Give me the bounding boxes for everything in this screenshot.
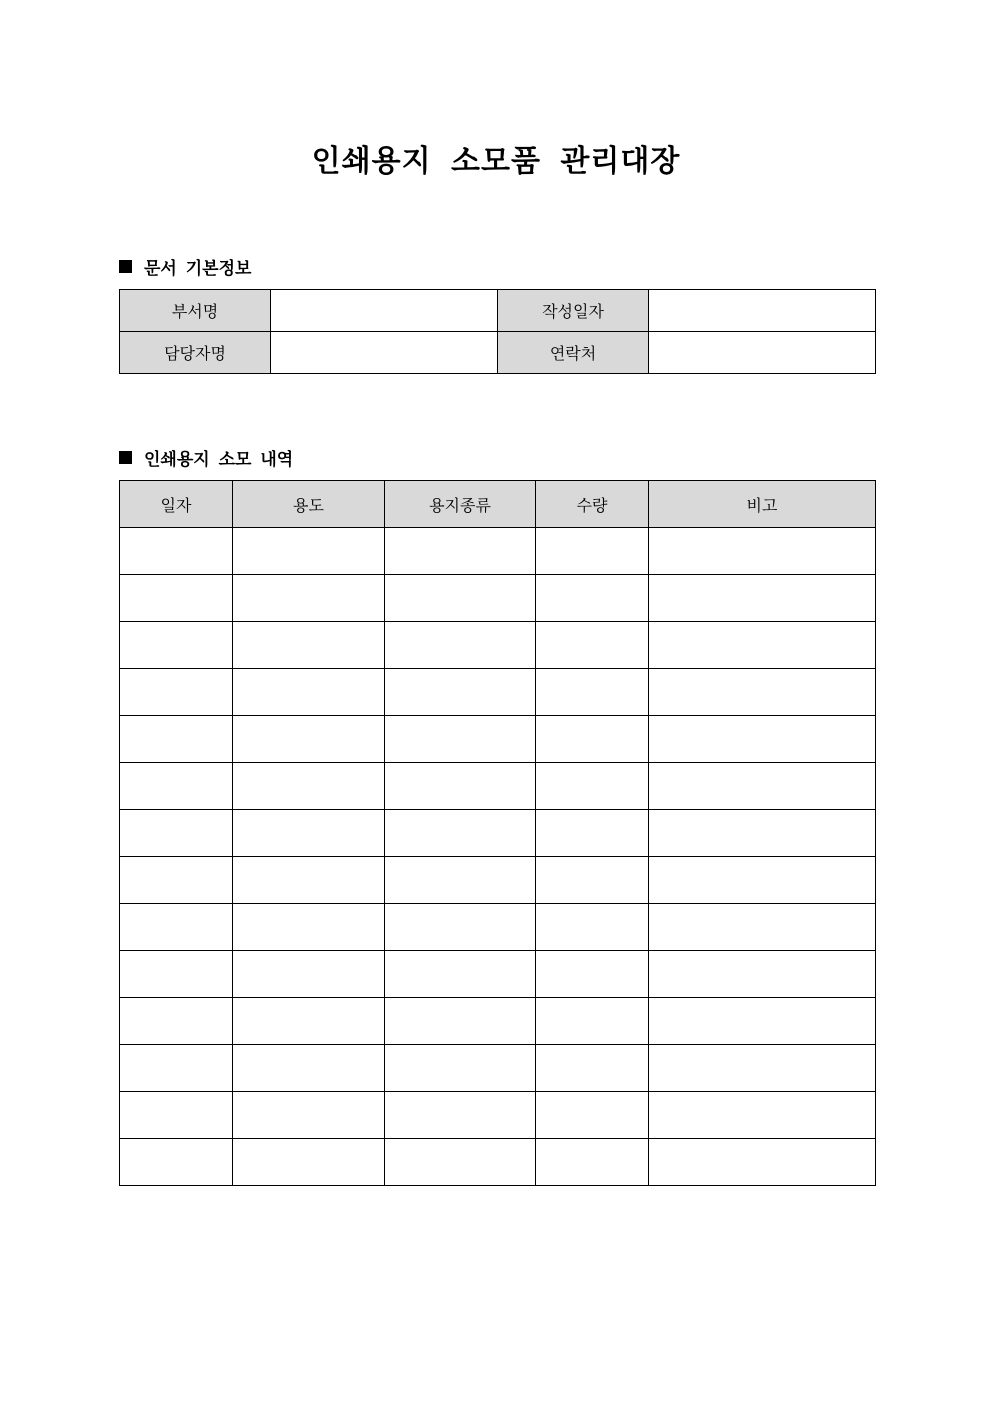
remarks-cell[interactable] [649,951,876,998]
table-row [120,951,876,998]
purpose-cell[interactable] [233,669,385,716]
remarks-cell[interactable] [649,716,876,763]
table-row [120,290,876,332]
table-row [120,1139,876,1186]
paper-type-cell[interactable] [385,810,536,857]
remarks-cell[interactable] [649,857,876,904]
purpose-cell[interactable] [233,904,385,951]
remarks-cell[interactable] [649,1092,876,1139]
consumption-table-body [120,528,876,1186]
table-row [120,1092,876,1139]
paper-type-cell[interactable] [385,716,536,763]
quantity-cell[interactable] [536,622,649,669]
remarks-cell[interactable] [649,575,876,622]
date-cell[interactable] [120,575,233,622]
table-row [120,998,876,1045]
table-row [120,332,876,374]
remarks-cell[interactable] [649,998,876,1045]
quantity-cell[interactable] [536,1139,649,1186]
paper-type-cell[interactable] [385,1045,536,1092]
table-row [120,575,876,622]
table-row [120,810,876,857]
paper-type-cell[interactable] [385,575,536,622]
table-row [120,528,876,575]
purpose-cell[interactable] [233,1045,385,1092]
date-label: 작성일자 [498,290,649,332]
date-cell[interactable] [120,1045,233,1092]
date-cell[interactable] [120,998,233,1045]
purpose-cell[interactable] [233,528,385,575]
quantity-cell[interactable] [536,951,649,998]
purpose-cell[interactable] [233,810,385,857]
department-label: 부서명 [120,290,271,332]
quantity-cell[interactable] [536,716,649,763]
date-cell[interactable] [120,763,233,810]
remarks-cell[interactable] [649,763,876,810]
table-row [120,622,876,669]
quantity-cell[interactable] [536,1045,649,1092]
purpose-cell[interactable] [233,951,385,998]
column-header-purpose: 용도 [233,481,385,528]
purpose-cell[interactable] [233,998,385,1045]
page-title: 인쇄용지 소모품 관리대장 [311,144,681,179]
manager-label: 담당자명 [120,332,271,374]
column-header-remarks: 비고 [649,481,876,528]
paper-type-cell[interactable] [385,622,536,669]
purpose-cell[interactable] [233,622,385,669]
purpose-cell[interactable] [233,716,385,763]
manager-field[interactable] [271,332,498,374]
table-row [120,716,876,763]
remarks-cell[interactable] [649,669,876,716]
quantity-cell[interactable] [536,763,649,810]
paper-type-cell[interactable] [385,951,536,998]
paper-type-cell[interactable] [385,998,536,1045]
department-field[interactable] [271,290,498,332]
basic-info-table [119,289,876,374]
square-bullet-icon [119,260,132,273]
section-heading-basic-info [119,254,251,279]
section-heading-consumption [119,445,293,470]
date-cell[interactable] [120,951,233,998]
square-bullet-icon [119,451,132,464]
paper-type-cell[interactable] [385,1092,536,1139]
paper-type-cell[interactable] [385,904,536,951]
quantity-cell[interactable] [536,575,649,622]
consumption-table [119,480,876,1186]
purpose-cell[interactable] [233,763,385,810]
section-heading-label: 문서 기본정보 [144,259,252,279]
paper-type-cell[interactable] [385,528,536,575]
paper-type-cell[interactable] [385,669,536,716]
table-row [120,857,876,904]
quantity-cell[interactable] [536,528,649,575]
column-header-date: 일자 [120,481,233,528]
section-heading-label: 인쇄용지 소모 내역 [144,450,294,470]
column-header-quantity: 수량 [536,481,649,528]
purpose-cell[interactable] [233,1092,385,1139]
quantity-cell[interactable] [536,669,649,716]
date-cell[interactable] [120,622,233,669]
paper-type-cell[interactable] [385,763,536,810]
purpose-cell[interactable] [233,575,385,622]
purpose-cell[interactable] [233,857,385,904]
remarks-cell[interactable] [649,904,876,951]
table-header-row [120,481,876,528]
date-cell[interactable] [120,1139,233,1186]
remarks-cell[interactable] [649,528,876,575]
table-row [120,669,876,716]
date-cell[interactable] [120,669,233,716]
paper-type-cell[interactable] [385,857,536,904]
quantity-cell[interactable] [536,810,649,857]
purpose-cell[interactable] [233,1139,385,1186]
remarks-cell[interactable] [649,622,876,669]
date-cell[interactable] [120,810,233,857]
quantity-cell[interactable] [536,998,649,1045]
quantity-cell[interactable] [536,904,649,951]
contact-label: 연락처 [498,332,649,374]
date-cell[interactable] [120,1092,233,1139]
column-header-paper-type: 용지종류 [385,481,536,528]
paper-type-cell[interactable] [385,1139,536,1186]
date-cell[interactable] [120,904,233,951]
remarks-cell[interactable] [649,1045,876,1092]
date-cell[interactable] [120,716,233,763]
quantity-cell[interactable] [536,857,649,904]
date-cell[interactable] [120,857,233,904]
date-cell[interactable] [120,528,233,575]
remarks-cell[interactable] [649,1139,876,1186]
date-field[interactable] [649,290,876,332]
contact-field[interactable] [649,332,876,374]
quantity-cell[interactable] [536,1092,649,1139]
table-row [120,1045,876,1092]
table-row [120,763,876,810]
table-row [120,904,876,951]
remarks-cell[interactable] [649,810,876,857]
